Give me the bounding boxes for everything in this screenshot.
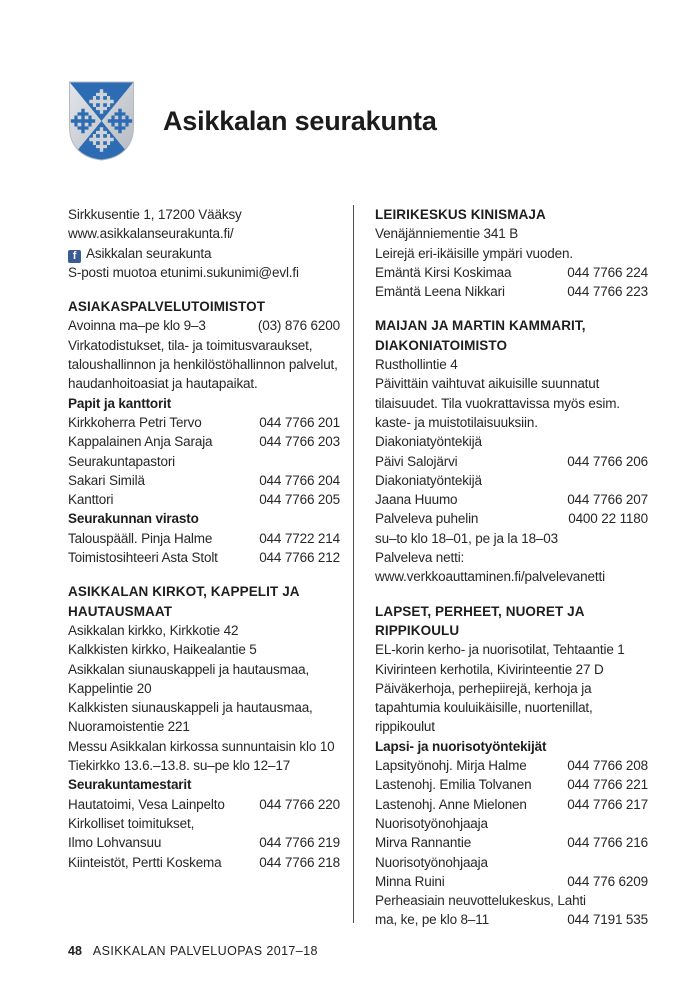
text-line <box>68 698 340 737</box>
line-text: www.asikkalanseurakunta.fi/ <box>68 226 234 242</box>
line-text: EL-korin kerho- ja nuorisotilat, Tehtaantie 1 <box>375 642 625 658</box>
line-text: Minna Ruini <box>375 873 445 889</box>
phone-number: 044 7191 535 <box>567 912 648 928</box>
line-text: Kirkkoherra Petri Tervo <box>68 414 202 430</box>
contact-row <box>68 413 340 432</box>
text-line <box>375 244 648 263</box>
text-line <box>375 471 648 490</box>
line-text: Päivi Salojärvi <box>375 453 458 469</box>
column-divider <box>353 205 354 923</box>
contact-row <box>375 910 648 929</box>
contact-row <box>68 529 340 548</box>
line-text: Päiväkerhoja, perhepiirejä, kerhoja ja tapahtumia kouluikäisille, nuortenillat, rippikoulut <box>375 680 593 735</box>
phone-number: 044 7766 201 <box>259 414 340 430</box>
phone-number: 044 7766 221 <box>567 777 648 793</box>
text-line <box>68 224 340 243</box>
line-text: Kirkolliset toimitukset, <box>68 815 195 831</box>
phone-number: 044 7766 219 <box>259 835 340 851</box>
text-line <box>375 891 648 910</box>
line-text: Kalkkisten siunauskappeli ja hautausmaa, Nuoramoistentie 221 <box>68 700 313 735</box>
line-text: Virkatodistukset, tila- ja toimitusvaraukset, taloushallinnon ja henkilöstöhallinnon palvelut, haudanhoitoasiat ja hautapaikat. <box>68 337 338 392</box>
contact-row <box>68 853 340 872</box>
phone-number: 044 7766 220 <box>259 796 340 812</box>
phone-number: 044 7766 204 <box>259 472 340 488</box>
phone-number: 044 7766 218 <box>259 854 340 870</box>
line-text: Rusthollintie 4 <box>375 357 458 373</box>
phone-number: (03) 876 6200 <box>257 318 340 334</box>
text-line <box>375 529 648 548</box>
line-text: Lapsityönohj. Mirja Halme <box>375 758 527 774</box>
section-heading: LAPSET, PERHEET, NUORET JA RIPPIKOULU <box>375 603 585 638</box>
line-text: Päivittäin vaihtuvat aikuisille suunnatut tilaisuudet. Tila vuokrattavissa myös esim. kaste- ja muistotilaisuuksiin. <box>375 376 620 430</box>
line-text: Toimistosihteeri Asta Stolt <box>68 550 218 566</box>
text-line <box>68 509 340 528</box>
phone-number: 044 7766 205 <box>259 492 340 508</box>
line-text: Hautatoimi, Vesa Lainpelto <box>68 796 225 812</box>
phone-number: 044 776 6209 <box>567 873 648 889</box>
contact-row <box>375 490 648 509</box>
contact-row <box>68 548 340 567</box>
page-title: Asikkalan seurakunta <box>163 105 437 136</box>
line-text: Venäjänniementie 341 B <box>375 226 519 242</box>
contact-row <box>375 775 648 794</box>
line-text: Asikkalan siunauskappeli ja hautausmaa, Kappelintie 20 <box>68 661 310 696</box>
text-line <box>68 775 340 794</box>
facebook-icon: f <box>68 250 81 263</box>
phone-number: 044 7766 224 <box>567 264 648 280</box>
line-text: Tiekirkko 13.6.–13.8. su–pe klo 12–17 <box>68 758 291 774</box>
text-line <box>375 548 648 587</box>
directory-section <box>68 582 340 871</box>
contact-row <box>68 471 340 490</box>
line-text: S-posti muotoa etunimi.sukunimi@evl.fi <box>68 264 299 280</box>
text-line <box>68 660 340 699</box>
section-heading: ASIAKASPALVELUTOIMISTOT <box>68 299 266 315</box>
directory-section <box>68 297 340 567</box>
text-line <box>68 756 340 775</box>
directory-content <box>68 205 648 930</box>
text-line <box>68 621 340 640</box>
text-line <box>375 679 648 737</box>
contact-row <box>375 756 648 775</box>
line-text: Diakoniatyöntekijä <box>375 472 482 488</box>
phone-number: 044 7766 208 <box>567 758 648 774</box>
text-line <box>375 737 648 756</box>
text-line <box>375 432 648 451</box>
phone-number: 044 7766 217 <box>567 796 648 812</box>
text-line <box>68 737 340 756</box>
line-text: Seurakunnan virasto <box>68 511 199 527</box>
text-line <box>68 452 340 471</box>
text-line <box>68 205 340 224</box>
line-text: Lastenohj. Anne Mielonen <box>375 796 527 812</box>
page-number: 48 <box>68 944 82 958</box>
line-text: Lastenohj. Emilia Tolvanen <box>375 777 532 793</box>
line-text: Palveleva puhelin <box>375 511 479 527</box>
page-footer <box>68 944 318 958</box>
contact-row <box>375 872 648 891</box>
directory-section <box>375 602 648 930</box>
contact-row <box>68 316 340 335</box>
line-text: su–to klo 18–01, pe ja la 18–03 <box>375 530 558 546</box>
text-line <box>68 244 340 263</box>
line-text: Talouspääll. Pinja Halme <box>68 530 213 546</box>
line-text: Nuorisotyönohjaaja <box>375 854 488 870</box>
contact-row <box>375 795 648 814</box>
section-heading: MAIJAN JA MARTIN KAMMARIT, DIAKONIATOIMISTO <box>375 318 586 353</box>
line-text: f Asikkalan seurakunta <box>68 246 211 261</box>
directory-section <box>68 205 340 282</box>
line-text: Nuorisotyönohjaaja <box>375 815 488 831</box>
text-line <box>375 660 648 679</box>
line-text: Seurakuntapastori <box>68 453 176 469</box>
line-text: Lapsi- ja nuorisotyöntekijät <box>375 738 547 754</box>
contact-row <box>375 263 648 282</box>
contact-row <box>68 490 340 509</box>
text-line <box>68 394 340 413</box>
contact-row <box>68 833 340 852</box>
phone-number: 044 7722 214 <box>259 530 340 546</box>
phone-number: 044 7766 203 <box>259 434 340 450</box>
line-text: Kappalainen Anja Saraja <box>68 434 213 450</box>
line-text: Mirva Rannantie <box>375 835 472 851</box>
text-line <box>375 640 648 659</box>
section-heading: LEIRIKESKUS KINISMAJA <box>375 207 546 222</box>
phone-number: 044 7766 207 <box>567 492 648 508</box>
line-text: Jaana Huumo <box>375 492 458 508</box>
text-line <box>68 263 340 282</box>
text-line <box>68 814 340 833</box>
line-text: Seurakuntamestarit <box>68 777 192 793</box>
directory-section <box>375 205 648 301</box>
line-text: Sakari Similä <box>68 472 145 488</box>
line-text: Messu Asikkalan kirkossa sunnuntaisin klo 10 <box>68 738 335 754</box>
line-text: Perheasiain neuvottelukeskus, Lahti <box>375 893 586 909</box>
directory-section <box>375 316 648 586</box>
text-line <box>68 336 340 394</box>
phone-number: 044 7766 216 <box>567 835 648 851</box>
contact-row <box>375 452 648 471</box>
text-line <box>375 853 648 872</box>
line-text: Emäntä Kirsi Koskimaa <box>375 264 512 280</box>
contact-row <box>68 795 340 814</box>
phone-number: 044 7766 212 <box>259 550 340 566</box>
contact-row <box>68 432 340 451</box>
line-text: Papit ja kanttorit <box>68 395 172 411</box>
line-text: Kivirinteen kerhotila, Kivirinteentie 27 D <box>375 661 604 677</box>
contact-row <box>375 282 648 301</box>
column-right <box>375 205 648 930</box>
line-text: Sirkkusentie 1, 17200 Vääksy <box>68 207 242 222</box>
text-line <box>375 224 648 243</box>
text-line <box>375 814 648 833</box>
line-text: Kanttori <box>68 492 114 508</box>
phone-number: 0400 22 1180 <box>568 511 648 527</box>
line-text: Kalkkisten kirkko, Haikealantie 5 <box>68 642 257 658</box>
line-text: Diakoniatyöntekijä <box>375 434 482 450</box>
phone-number: 044 7766 223 <box>567 284 648 300</box>
line-text: Emäntä Leena Nikkari <box>375 284 505 300</box>
line-text: Asikkalan kirkko, Kirkkotie 42 <box>68 622 239 638</box>
line-text: Palveleva netti: www.verkkoauttaminen.fi/palvelevanetti <box>375 550 605 585</box>
line-text: Avoinna ma–pe klo 9–3 <box>68 318 206 334</box>
line-text: ma, ke, pe klo 8–11 <box>375 912 489 928</box>
column-left <box>68 205 340 930</box>
page-header <box>68 80 437 162</box>
text-line <box>375 355 648 374</box>
line-text: Kiinteistöt, Pertti Koskema <box>68 854 222 870</box>
line-text: Leirejä eri-ikäisille ympäri vuoden. <box>375 245 573 261</box>
line-text: Ilmo Lohvansuu <box>68 835 162 851</box>
contact-row <box>375 833 648 852</box>
text-line <box>375 374 648 432</box>
parish-coat-of-arms-icon <box>68 81 135 161</box>
section-heading: ASIKKALAN KIRKOT, KAPPELIT JA HAUTAUSMAAT <box>68 584 300 619</box>
text-line <box>68 640 340 659</box>
footer-text: ASIKKALAN PALVELUOPAS 2017–18 <box>92 944 318 958</box>
phone-number: 044 7766 206 <box>567 453 648 469</box>
contact-row <box>375 509 648 528</box>
